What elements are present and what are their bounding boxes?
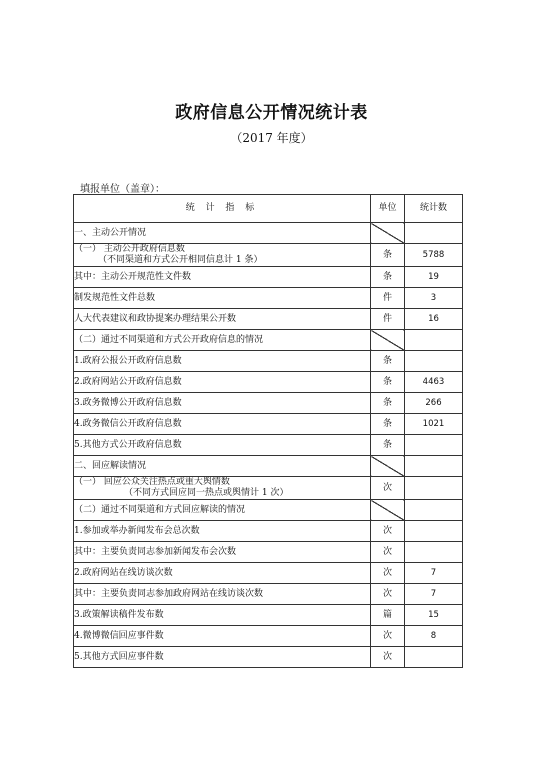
- indicator-text: （二）通过不同渠道和方式回应解读的情况: [74, 504, 246, 515]
- indicator-cell: [74, 393, 371, 414]
- value-cell: [405, 647, 463, 668]
- value-cell: [405, 477, 463, 500]
- table-row: [74, 477, 463, 500]
- indicator-cell: [74, 330, 371, 351]
- value-cell: 8: [405, 626, 463, 647]
- table-row: [74, 288, 463, 309]
- unit-cell: 条: [371, 393, 405, 414]
- table-row: [74, 605, 463, 626]
- value-cell: 7: [405, 584, 463, 605]
- statistics-table: [73, 194, 463, 668]
- header-value: 统计数: [405, 195, 463, 223]
- table-row: [74, 435, 463, 456]
- value-cell: 19: [405, 267, 463, 288]
- indicator-cell: [74, 414, 371, 435]
- table-row: [74, 330, 463, 351]
- indicator-text: 其中：主要负责同志参加政府网站在线访谈次数: [74, 588, 264, 599]
- table-row: [74, 584, 463, 605]
- table-row: [74, 309, 463, 330]
- indicator-cell: [74, 244, 371, 267]
- indicator-cell: [74, 563, 371, 584]
- indicator-cell: [74, 542, 371, 563]
- unit-cell-slashed: [371, 500, 405, 521]
- table-row: [74, 626, 463, 647]
- value-cell: 4463: [405, 372, 463, 393]
- indicator-text: 制发规范性文件总数: [74, 292, 156, 303]
- indicator-cell: [74, 351, 371, 372]
- unit-cell: 次: [371, 563, 405, 584]
- indicator-cell: [74, 500, 371, 521]
- unit-cell: 条: [371, 435, 405, 456]
- unit-cell: 条: [371, 267, 405, 288]
- indicator-text: （一） 回应公众关注热点或重大舆情数: [74, 477, 230, 487]
- header-indicator: 统 计 指 标: [74, 195, 371, 223]
- unit-cell: 条: [371, 244, 405, 267]
- indicator-text: 其中：主要负责同志参加新闻发布会次数: [74, 546, 237, 557]
- unit-cell: 次: [371, 542, 405, 563]
- indicator-cell: [74, 288, 371, 309]
- header-unit: 单位: [371, 195, 405, 223]
- indicator-text: 5.其他方式回应事件数: [74, 651, 164, 662]
- value-cell: [405, 500, 463, 521]
- table-row: [74, 244, 463, 267]
- indicator-note: （不同渠道和方式公开相同信息计 1 条）: [98, 255, 263, 265]
- indicator-text: 人大代表建议和政协提案办理结果公开数: [74, 313, 237, 324]
- indicator-text: （一） 主动公开政府信息数: [74, 244, 185, 254]
- indicator-cell: [74, 435, 371, 456]
- indicator-text: 其中：主动公开规范性文件数: [74, 271, 192, 282]
- unit-cell: 次: [371, 521, 405, 542]
- value-cell: [405, 456, 463, 477]
- value-cell: 266: [405, 393, 463, 414]
- indicator-cell: [74, 372, 371, 393]
- indicator-cell: [74, 584, 371, 605]
- value-cell: 3: [405, 288, 463, 309]
- indicator-text: 4.微博微信回应事件数: [74, 630, 164, 641]
- indicator-note: （不同方式回应同一热点或舆情计 1 次）: [124, 488, 289, 498]
- indicator-text: 1.政府公报公开政府信息数: [74, 355, 182, 366]
- table-row: [74, 351, 463, 372]
- value-cell: [405, 351, 463, 372]
- unit-cell-slashed: [371, 223, 405, 244]
- indicator-cell: [74, 605, 371, 626]
- indicator-text: 2.政府网站在线访谈次数: [74, 567, 173, 578]
- unit-cell: 篇: [371, 605, 405, 626]
- indicator-cell: [74, 223, 371, 244]
- indicator-cell: [74, 647, 371, 668]
- value-cell: [405, 435, 463, 456]
- unit-cell: 件: [371, 288, 405, 309]
- unit-cell: 条: [371, 372, 405, 393]
- table-row: [74, 647, 463, 668]
- table-row: [74, 563, 463, 584]
- table-row: [74, 372, 463, 393]
- value-cell: 1021: [405, 414, 463, 435]
- fill-unit-label: 填报单位（盖章）：: [80, 184, 165, 195]
- indicator-text: （二）通过不同渠道和方式公开政府信息的情况: [74, 334, 264, 345]
- table-row: [74, 414, 463, 435]
- unit-cell: 次: [371, 477, 405, 500]
- unit-cell: 条: [371, 414, 405, 435]
- unit-cell: 次: [371, 647, 405, 668]
- indicator-cell: [74, 309, 371, 330]
- value-cell: 5788: [405, 244, 463, 267]
- table-row: [74, 393, 463, 414]
- indicator-text: 2.政府网站公开政府信息数: [74, 376, 182, 387]
- table-row: [74, 456, 463, 477]
- value-cell: [405, 330, 463, 351]
- unit-cell: 次: [371, 626, 405, 647]
- table-row: [74, 542, 463, 563]
- value-cell: [405, 223, 463, 244]
- table-row: [74, 223, 463, 244]
- table-row: [74, 267, 463, 288]
- indicator-text: 5.其他方式公开政府信息数: [74, 439, 182, 450]
- unit-cell-slashed: [371, 330, 405, 351]
- unit-cell-slashed: [371, 456, 405, 477]
- indicator-text: 一、主动公开情况: [74, 227, 147, 238]
- value-cell: [405, 542, 463, 563]
- unit-cell: 条: [371, 351, 405, 372]
- page-subtitle: （2017 年度）: [230, 131, 313, 145]
- unit-cell: 件: [371, 309, 405, 330]
- indicator-text: 1.参加或举办新闻发布会总次数: [74, 525, 200, 536]
- indicator-text: 二、回应解读情况: [74, 460, 147, 471]
- indicator-text: 3.政务微博公开政府信息数: [74, 397, 182, 408]
- value-cell: 7: [405, 563, 463, 584]
- table-header-row: [74, 195, 463, 223]
- table-row: [74, 521, 463, 542]
- indicator-text: 4.政务微信公开政府信息数: [74, 418, 182, 429]
- indicator-cell: [74, 456, 371, 477]
- unit-cell: 次: [371, 584, 405, 605]
- value-cell: 15: [405, 605, 463, 626]
- table-row: [74, 500, 463, 521]
- table-body: [74, 223, 463, 668]
- indicator-cell: [74, 521, 371, 542]
- page-title: 政府信息公开情况统计表: [175, 103, 368, 123]
- indicator-cell: [74, 477, 371, 500]
- indicator-text: 3.政策解读稿件发布数: [74, 609, 164, 620]
- indicator-cell: [74, 626, 371, 647]
- value-cell: [405, 521, 463, 542]
- value-cell: 16: [405, 309, 463, 330]
- indicator-cell: [74, 267, 371, 288]
